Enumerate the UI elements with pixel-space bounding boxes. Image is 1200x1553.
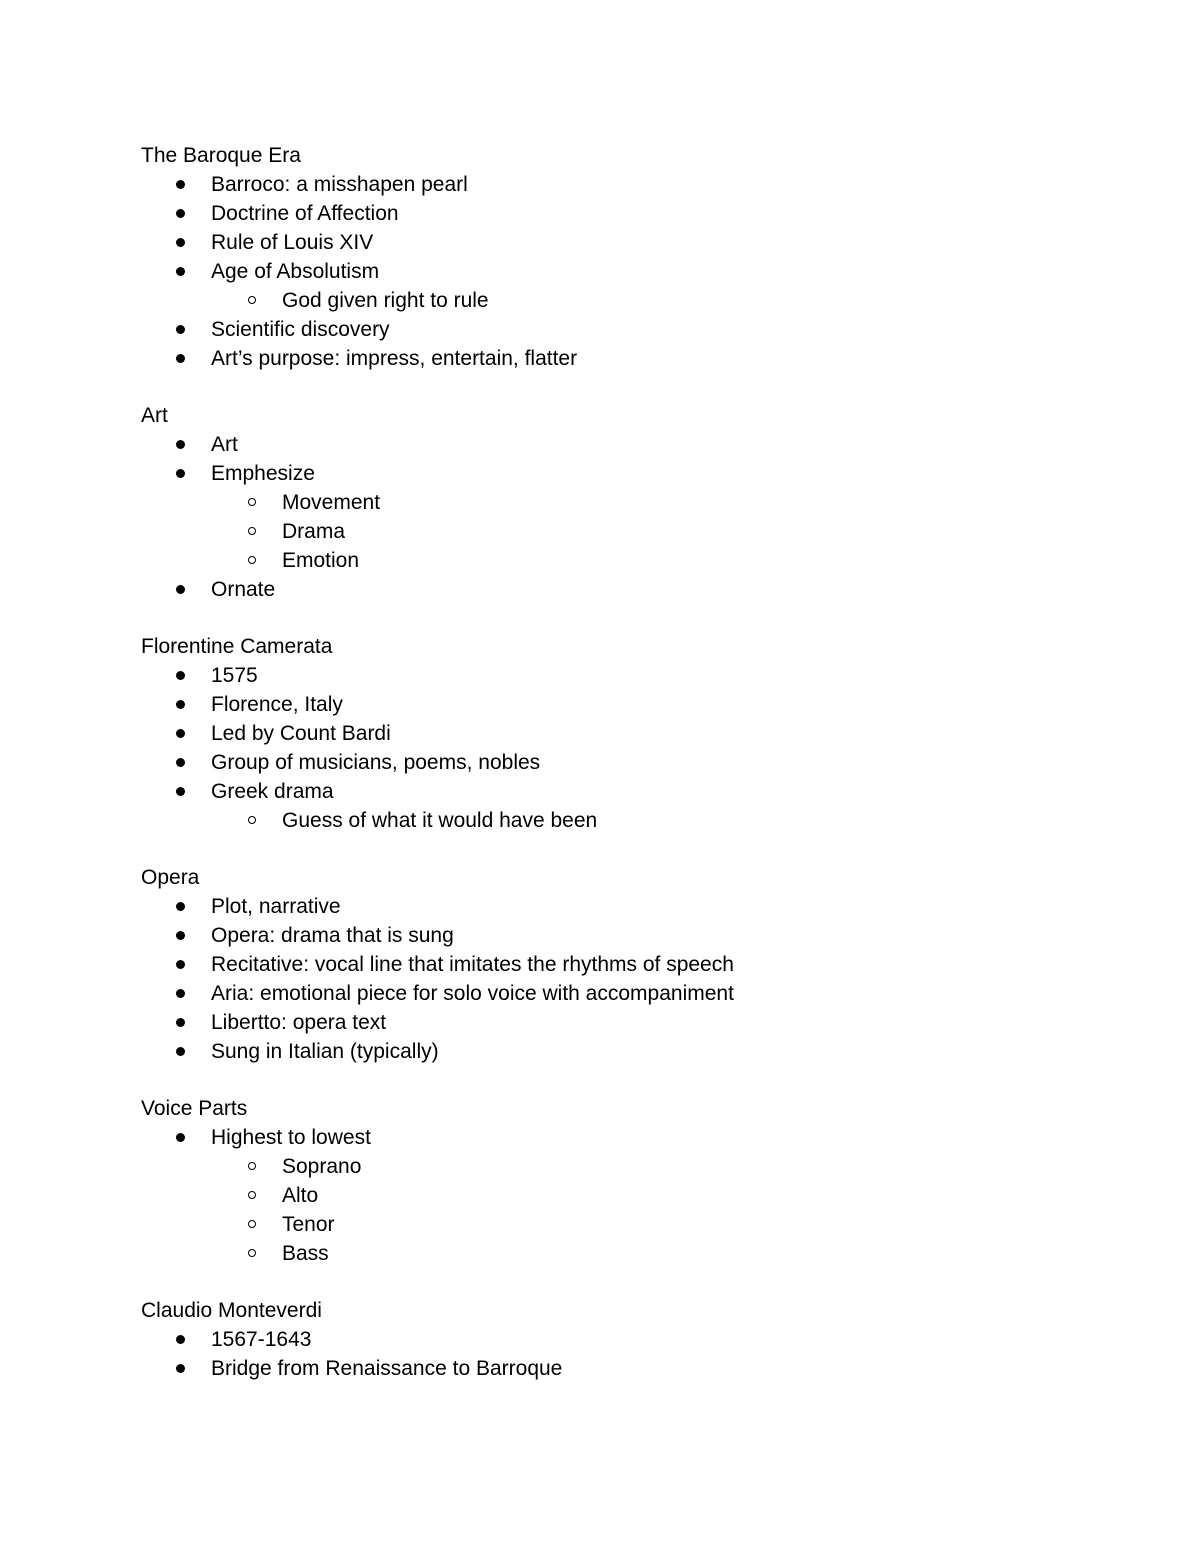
hollow-bullet-icon xyxy=(248,1191,256,1199)
bullet-list xyxy=(141,1325,1101,1383)
list-item xyxy=(141,1354,1101,1383)
bullet-icon xyxy=(176,989,185,998)
list-item xyxy=(141,430,1101,459)
bullet-icon xyxy=(176,1133,185,1142)
list-item xyxy=(141,921,1101,950)
list-item-text: Libertto: opera text xyxy=(211,1011,387,1034)
list-item xyxy=(141,257,1101,286)
section-heading: Voice Parts xyxy=(141,1097,248,1120)
hollow-bullet-icon xyxy=(248,527,256,535)
bullet-list xyxy=(141,892,1101,1066)
list-item xyxy=(141,344,1101,373)
section-art xyxy=(141,401,1101,604)
section-florentine-camerata xyxy=(141,632,1101,835)
bullet-icon xyxy=(176,700,185,709)
bullet-icon xyxy=(176,325,185,334)
sub-list-item xyxy=(141,488,1101,517)
hollow-bullet-icon xyxy=(248,556,256,564)
hollow-bullet-icon xyxy=(248,296,256,304)
bullet-list xyxy=(141,170,1101,373)
bullet-icon xyxy=(176,787,185,796)
list-item xyxy=(141,892,1101,921)
list-item-text: Art’s purpose: impress, entertain, flatter xyxy=(211,347,578,370)
list-item xyxy=(141,1123,1101,1152)
section-heading: Claudio Monteverdi xyxy=(141,1299,322,1322)
list-item xyxy=(141,1325,1101,1354)
bullet-icon xyxy=(176,267,185,276)
list-item xyxy=(141,950,1101,979)
list-item-text: Plot, narrative xyxy=(211,895,341,918)
list-item xyxy=(141,661,1101,690)
sub-list-item xyxy=(141,286,1101,315)
bullet-icon xyxy=(176,585,185,594)
list-item-text: Guess of what it would have been xyxy=(282,809,598,832)
list-item xyxy=(141,170,1101,199)
bullet-icon xyxy=(176,354,185,363)
list-item xyxy=(141,228,1101,257)
bullet-list xyxy=(141,661,1101,835)
list-item xyxy=(141,199,1101,228)
bullet-icon xyxy=(176,180,185,189)
bullet-list xyxy=(141,430,1101,604)
bullet-icon xyxy=(176,671,185,680)
list-item-text: Movement xyxy=(282,491,381,514)
sub-list-item xyxy=(141,806,1101,835)
bullet-icon xyxy=(176,960,185,969)
list-item-text: Art xyxy=(211,433,238,456)
list-item xyxy=(141,575,1101,604)
section-claudio-monteverdi xyxy=(141,1296,1101,1383)
list-item-text: Age of Absolutism xyxy=(211,260,380,283)
section-heading: Art xyxy=(141,404,168,427)
list-item xyxy=(141,690,1101,719)
list-item-text: God given right to rule xyxy=(282,289,489,312)
sub-list-item xyxy=(141,517,1101,546)
list-item-text: Aria: emotional piece for solo voice with accompaniment xyxy=(211,982,734,1005)
list-item-text: Soprano xyxy=(282,1155,362,1178)
list-item xyxy=(141,1037,1101,1066)
bullet-icon xyxy=(176,902,185,911)
bullet-icon xyxy=(176,1047,185,1056)
bullet-icon xyxy=(176,440,185,449)
list-item-text: 1575 xyxy=(211,664,258,687)
list-item-text: Bridge from Renaissance to Barroque xyxy=(211,1357,563,1380)
section-the-baroque-era xyxy=(141,141,1101,373)
bullet-icon xyxy=(176,729,185,738)
list-item-text: Led by Count Bardi xyxy=(211,722,391,745)
list-item-text: Group of musicians, poems, nobles xyxy=(211,751,541,774)
sub-list-item xyxy=(141,546,1101,575)
section-voice-parts xyxy=(141,1094,1101,1268)
sub-list-item xyxy=(141,1210,1101,1239)
list-item xyxy=(141,719,1101,748)
section-opera xyxy=(141,863,1101,1066)
list-item-text: Florence, Italy xyxy=(211,693,343,716)
sub-list-item xyxy=(141,1239,1101,1268)
bullet-list xyxy=(141,1123,1101,1268)
bullet-icon xyxy=(176,209,185,218)
list-item-text: Alto xyxy=(282,1184,319,1207)
hollow-bullet-icon xyxy=(248,498,256,506)
bullet-icon xyxy=(176,758,185,767)
hollow-bullet-icon xyxy=(248,1220,256,1228)
bullet-icon xyxy=(176,238,185,247)
bullet-icon xyxy=(176,1335,185,1344)
list-item-text: Bass xyxy=(282,1242,329,1265)
list-item xyxy=(141,1008,1101,1037)
list-item-text: Barroco: a misshapen pearl xyxy=(211,173,468,196)
sub-list-item xyxy=(141,1152,1101,1181)
hollow-bullet-icon xyxy=(248,1249,256,1257)
list-item xyxy=(141,748,1101,777)
list-item-text: Tenor xyxy=(282,1213,335,1236)
hollow-bullet-icon xyxy=(248,816,256,824)
bullet-icon xyxy=(176,1364,185,1373)
list-item-text: Sung in Italian (typically) xyxy=(211,1040,439,1063)
list-item xyxy=(141,315,1101,344)
list-item-text: Greek drama xyxy=(211,780,334,803)
list-item-text: Doctrine of Affection xyxy=(211,202,399,225)
list-item-text: Recitative: vocal line that imitates the rhythms of speech xyxy=(211,953,734,976)
list-item xyxy=(141,777,1101,806)
document-body xyxy=(141,141,1101,1383)
list-item xyxy=(141,979,1101,1008)
list-item-text: Emotion xyxy=(282,549,360,572)
list-item-text: Ornate xyxy=(211,578,276,601)
sub-list-item xyxy=(141,1181,1101,1210)
bullet-icon xyxy=(176,469,185,478)
list-item-text: Scientific discovery xyxy=(211,318,390,341)
list-item-text: Drama xyxy=(282,520,346,543)
list-item xyxy=(141,459,1101,488)
bullet-icon xyxy=(176,931,185,940)
list-item-text: Rule of Louis XIV xyxy=(211,231,374,254)
section-heading: Opera xyxy=(141,866,200,889)
list-item-text: Highest to lowest xyxy=(211,1126,371,1149)
section-heading: Florentine Camerata xyxy=(141,635,333,658)
list-item-text: 1567-1643 xyxy=(211,1328,312,1351)
section-heading: The Baroque Era xyxy=(141,144,301,167)
list-item-text: Emphesize xyxy=(211,462,315,485)
bullet-icon xyxy=(176,1018,185,1027)
hollow-bullet-icon xyxy=(248,1162,256,1170)
list-item-text: Opera: drama that is sung xyxy=(211,924,454,947)
